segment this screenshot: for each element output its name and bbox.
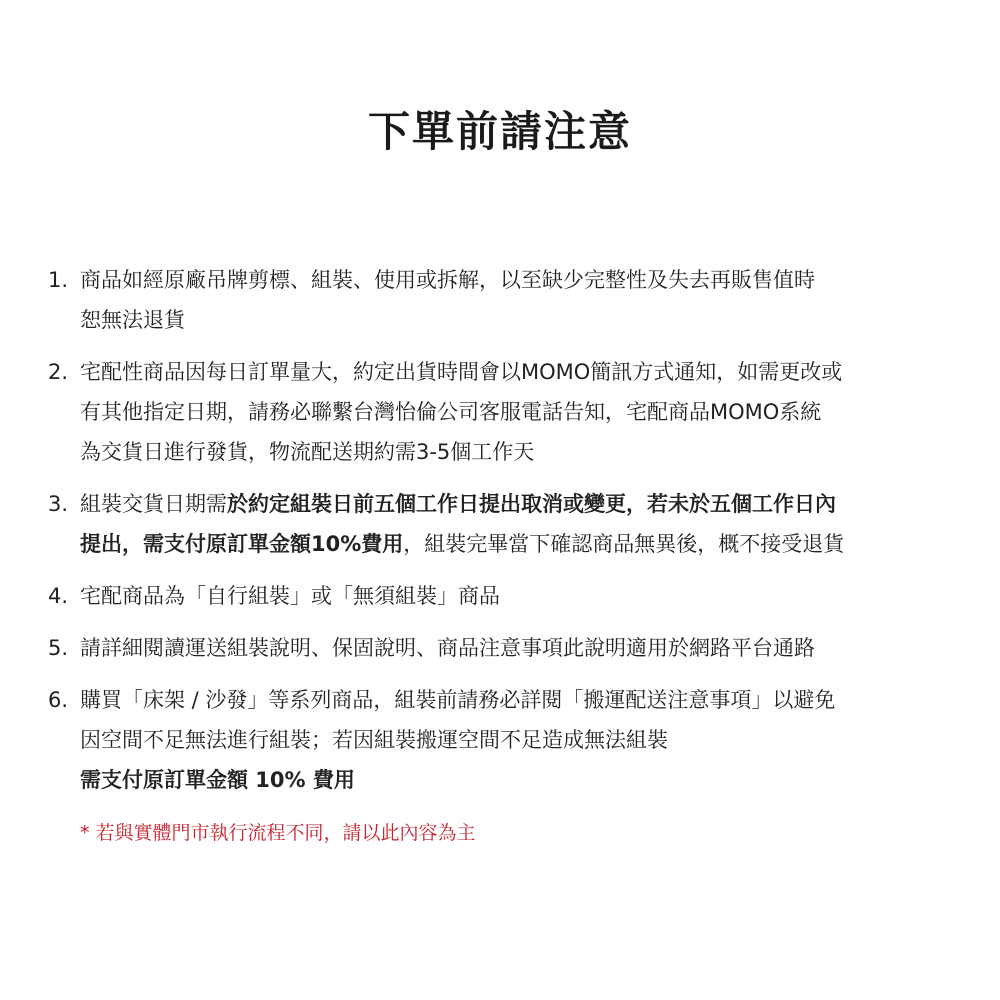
- note-text: 請詳細閱讀運送組裝說明、保固說明、商品注意事項此說明適用於網路平台通路: [80, 636, 815, 660]
- note-item: [48, 484, 948, 564]
- page-title: 下單前請注意: [367, 107, 632, 156]
- note-item: [48, 628, 948, 668]
- note-number: 6.: [48, 688, 69, 712]
- note-line: [80, 576, 948, 616]
- note-line: [80, 300, 948, 340]
- note-line: [80, 352, 948, 392]
- note-number: 2.: [48, 360, 69, 384]
- note-text: 組裝交貨日期需: [80, 492, 227, 516]
- note-line: [80, 260, 948, 300]
- note-line: [80, 680, 948, 720]
- note-line: [80, 628, 948, 668]
- note-line: [80, 760, 948, 800]
- note-text: ，組裝完畢當下確認商品無異後，概不接受退貨: [403, 532, 845, 556]
- note-number: 5.: [48, 636, 69, 660]
- note-text: 宅配商品為「自行組裝」或「無須組裝」商品: [80, 584, 500, 608]
- note-line: [80, 720, 948, 760]
- note-text-bold: 提出，需支付原訂單金額10%費用: [80, 532, 404, 556]
- note-text: 宅配性商品因每日訂單量大，約定出貨時間會以MOMO簡訊方式通知，如需更改或: [80, 360, 843, 384]
- note-item: [48, 680, 948, 800]
- note-text: 為交貨日進行發貨，物流配送期約需3-5個工作天: [80, 440, 535, 464]
- note-line: [80, 432, 948, 472]
- note-line: [80, 392, 948, 432]
- note-text: 恕無法退貨: [80, 308, 185, 332]
- note-item: [48, 576, 948, 616]
- note-text: 因空間不足無法進行組裝；若因組裝搬運空間不足造成無法組裝: [80, 728, 668, 752]
- note-number: 3.: [48, 492, 69, 516]
- note-text: 購買「床架 / 沙發」等系列商品，組裝前請務必詳閱「搬運配送注意事項」以避免: [80, 688, 836, 712]
- note-text: 商品如經原廠吊牌剪標、組裝、使用或拆解，以至缺少完整性及失去再販售值時: [80, 268, 815, 292]
- note-text-bold: 於約定組裝日前五個工作日提出取消或變更，若未於五個工作日內: [227, 492, 836, 516]
- footnote: * 若與實體門市執行流程不同，請以此內容為主: [80, 822, 476, 844]
- note-item: [48, 260, 948, 340]
- notes-list: [48, 260, 948, 812]
- note-text: 有其他指定日期，請務必聯繫台灣怡倫公司客服電話告知，宅配商品MOMO系統: [80, 400, 822, 424]
- note-text-bold: 需支付原訂單金額 10% 費用: [80, 768, 355, 792]
- note-item: [48, 352, 948, 472]
- note-number: 1.: [48, 268, 69, 292]
- note-line: [80, 484, 948, 524]
- note-line: [80, 524, 948, 564]
- note-number: 4.: [48, 584, 69, 608]
